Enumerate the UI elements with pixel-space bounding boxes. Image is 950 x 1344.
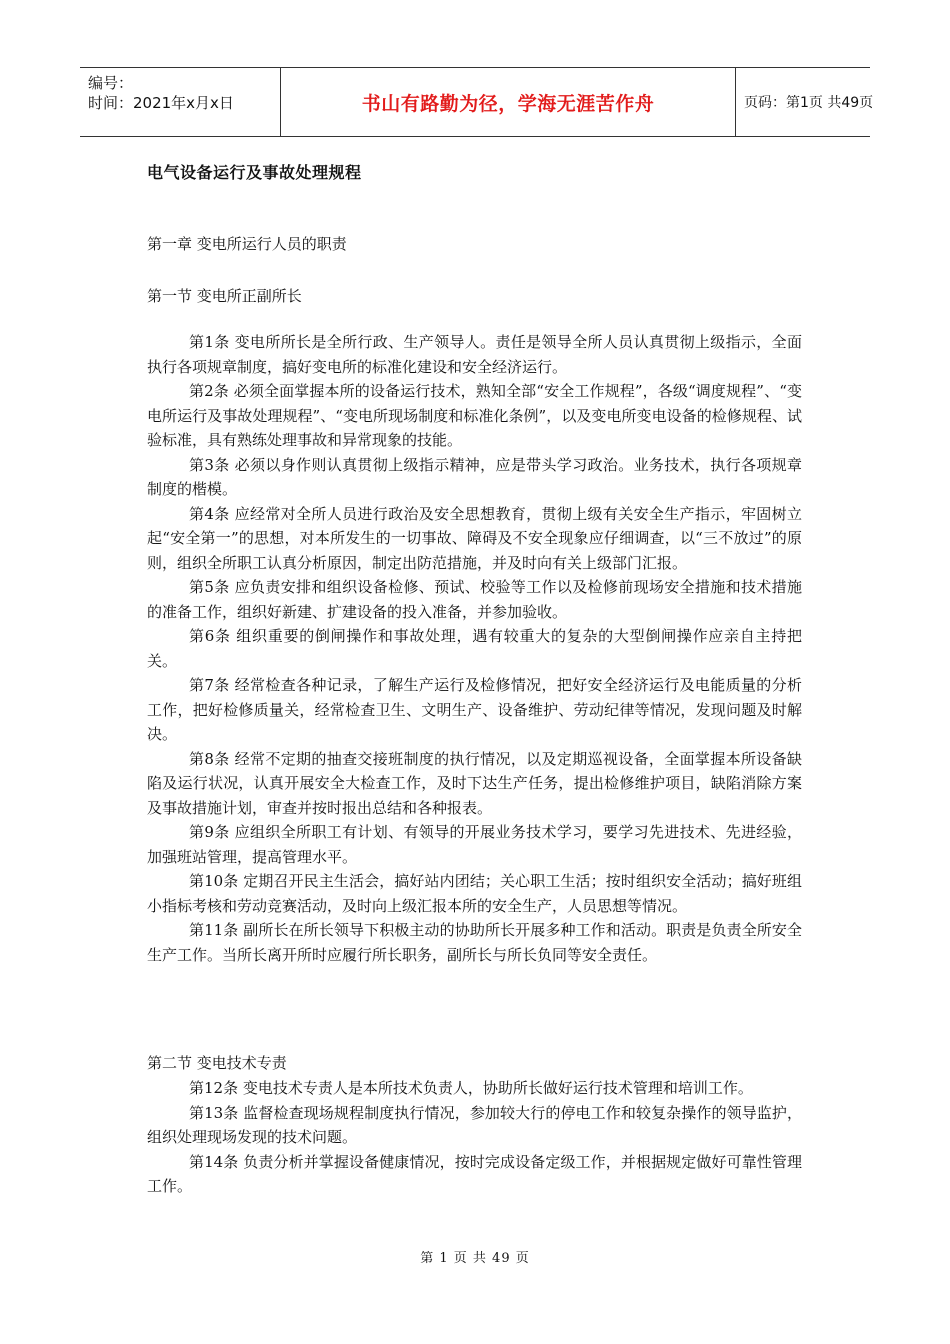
article-paragraph: 第1条 变电所所长是全所行政、生产领导人。责任是领导全所人员认真贯彻上级指示，全面执行各项规章制度，搞好变电所的标准化建设和安全经济运行。	[147, 333, 802, 376]
article-paragraph: 第2条 必须全面掌握本所的设备运行技术，熟知全部“安全工作规程”，各级“调度规程”、“变电所运行及事故处理规程”、“变电所现场制度和标准化条例”，以及变电所变电设备的检修规程、试验标准，具有熟练处理事故和异常现象的技能。	[147, 382, 802, 449]
article-paragraph: 第9条 应组织全所职工有计划、有领导的开展业务技术学习，要学习先进技术、先进经验，加强班站管理，提高管理水平。	[147, 823, 802, 866]
section-heading: 第二节 变电技术专责	[147, 1054, 287, 1072]
section-body	[147, 1076, 802, 1199]
article-paragraph: 第7条 经常检查各种记录，了解生产运行及检修情况，把好安全经济运行及电能质量的分析工作，把好检修质量关，经常检查卫生、文明生产、设备维护、劳动纪律等情况，发现问题及时解决。	[147, 676, 802, 743]
article-paragraph: 第5条 应负责安排和组织设备检修、预试、校验等工作以及检修前现场安全措施和技术措施的准备工作，组织好新建、扩建设备的投入准备，并参加验收。	[147, 578, 802, 621]
article-paragraph: 第8条 经常不定期的抽查交接班制度的执行情况，以及定期巡视设备，全面掌握本所设备缺陷及运行状况，认真开展安全大检查工作，及时下达生产任务，提出检修维护项目，缺陷消除方案及事故措施计划，审查并按时报出总结和各种报表。	[147, 749, 802, 817]
article-paragraph: 第11条 副所长在所长领导下积极主动的协助所长开展多种工作和活动。职责是负责全所安全生产工作。当所长离开所时应履行所长职务，副所长与所长负同等安全责任。	[147, 921, 802, 964]
chapter-heading: 第一章 变电所运行人员的职责	[147, 235, 347, 253]
article-paragraph: 第14条 负责分析并掌握设备健康情况，按时完成设备定级工作，并根据规定做好可靠性管理工作。	[147, 1152, 802, 1195]
document-number-label: 编号：	[88, 74, 134, 92]
article-paragraph: 第12条 变电技术专责人是本所技术负责人，协助所长做好运行技术管理和培训工作。	[189, 1079, 753, 1097]
document-date: 时间：2021年x月x日	[88, 94, 234, 112]
document-title: 电气设备运行及事故处理规程	[147, 163, 362, 182]
header-page-info: 页码：第1页 共49页	[744, 95, 874, 111]
article-paragraph: 第6条 组织重要的倒闸操作和事故处理，遇有较重大的复杂的大型倒闸操作应亲自主持把关。	[147, 627, 802, 670]
header-meta	[80, 68, 280, 136]
header-motto: 书山有路勤为径，学海无涯苦作舟	[280, 68, 736, 136]
article-paragraph: 第10条 定期召开民主生活会，搞好站内团结；关心职工生活；按时组织安全活动；搞好班组小指标考核和劳动竞赛活动，及时向上级汇报本所的安全生产，人员思想等情况。	[147, 872, 802, 915]
section-heading: 第一节 变电所正副所长	[147, 287, 302, 305]
page-footer: 第 1 页 共 49 页	[420, 1251, 530, 1266]
section-body	[147, 330, 802, 967]
article-paragraph: 第3条 必须以身作则认真贯彻上级指示精神，应是带头学习政治。业务技术，执行各项规章制度的楷模。	[147, 455, 802, 498]
page-header	[80, 67, 874, 137]
article-paragraph: 第4条 应经常对全所人员进行政治及安全思想教育，贯彻上级有关安全生产指示，牢固树立起“安全第一”的思想，对本所发生的一切事故、障碍及不安全现象应仔细调查，以“三不放过”的原则，组织全所职工认真分析原因，制定出防范措施，并及时向有关上级部门汇报。	[147, 504, 802, 572]
article-paragraph: 第13条 监督检查现场规程制度执行情况，参加较大行的停电工作和较复杂操作的领导监护，组织处理现场发现的技术问题。	[147, 1103, 802, 1146]
